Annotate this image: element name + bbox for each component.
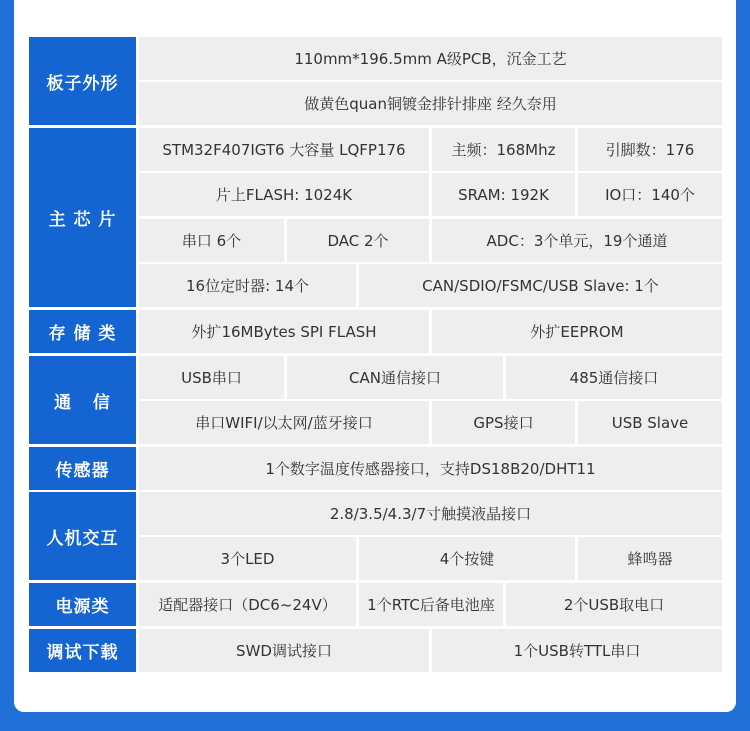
- chip-dac: DAC 2个: [287, 219, 429, 262]
- row-label-debug: 调试下载: [29, 629, 136, 672]
- chip-frequency: 主频：168Mhz: [432, 128, 575, 171]
- chip-io: IO口：140个: [578, 173, 722, 216]
- comm-can: CAN通信接口: [287, 356, 503, 399]
- row-label-hmi: 人机交互: [29, 492, 136, 580]
- storage-eeprom: 外扩EEPROM: [432, 310, 722, 353]
- row-label-chip: 主 芯 片: [29, 128, 136, 307]
- sensor-temperature: 1个数字温度传感器接口，支持DS18B20/DHT11: [139, 447, 722, 490]
- chip-sram: SRAM: 192K: [432, 173, 575, 216]
- row-label-sensor: 传感器: [29, 447, 136, 490]
- board-header: 做黄色quan铜镀金排针排座 经久奈用: [139, 82, 722, 125]
- chip-flash: 片上FLASH: 1024K: [139, 173, 429, 216]
- debug-usb-ttl: 1个USB转TTL串口: [432, 629, 722, 672]
- board-size: 110mm*196.5mm A级PCB，沉金工艺: [139, 37, 722, 80]
- comm-usb-slave: USB Slave: [578, 401, 722, 444]
- hmi-keys: 4个按键: [359, 537, 575, 580]
- row-label-comm: 通 信: [29, 356, 136, 444]
- row-label-board: 板子外形: [29, 37, 136, 125]
- chip-model: STM32F407IGT6 大容量 LQFP176: [139, 128, 429, 171]
- debug-swd: SWD调试接口: [139, 629, 429, 672]
- comm-wifi: 串口WIFI/以太网/蓝牙接口: [139, 401, 429, 444]
- comm-usb-uart: USB串口: [139, 356, 284, 399]
- row-label-power: 电源类: [29, 583, 136, 626]
- hmi-led: 3个LED: [139, 537, 356, 580]
- chip-buses: CAN/SDIO/FSMC/USB Slave: 1个: [359, 264, 722, 307]
- power-rtc-battery: 1个RTC后备电池座: [359, 583, 503, 626]
- hmi-lcd: 2.8/3.5/4.3/7寸触摸液晶接口: [139, 492, 722, 535]
- chip-pin-count: 引脚数：176: [578, 128, 722, 171]
- chip-uart: 串口 6个: [139, 219, 284, 262]
- power-adapter: 适配器接口（DC6~24V）: [139, 583, 356, 626]
- power-usb: 2个USB取电口: [506, 583, 722, 626]
- chip-adc: ADC：3个单元，19个通道: [432, 219, 722, 262]
- chip-timers: 16位定时器: 14个: [139, 264, 356, 307]
- row-label-storage: 存 储 类: [29, 310, 136, 353]
- comm-485: 485通信接口: [506, 356, 722, 399]
- comm-gps: GPS接口: [432, 401, 575, 444]
- storage-spi-flash: 外扩16MBytes SPI FLASH: [139, 310, 429, 353]
- hmi-buzzer: 蜂鸣器: [578, 537, 722, 580]
